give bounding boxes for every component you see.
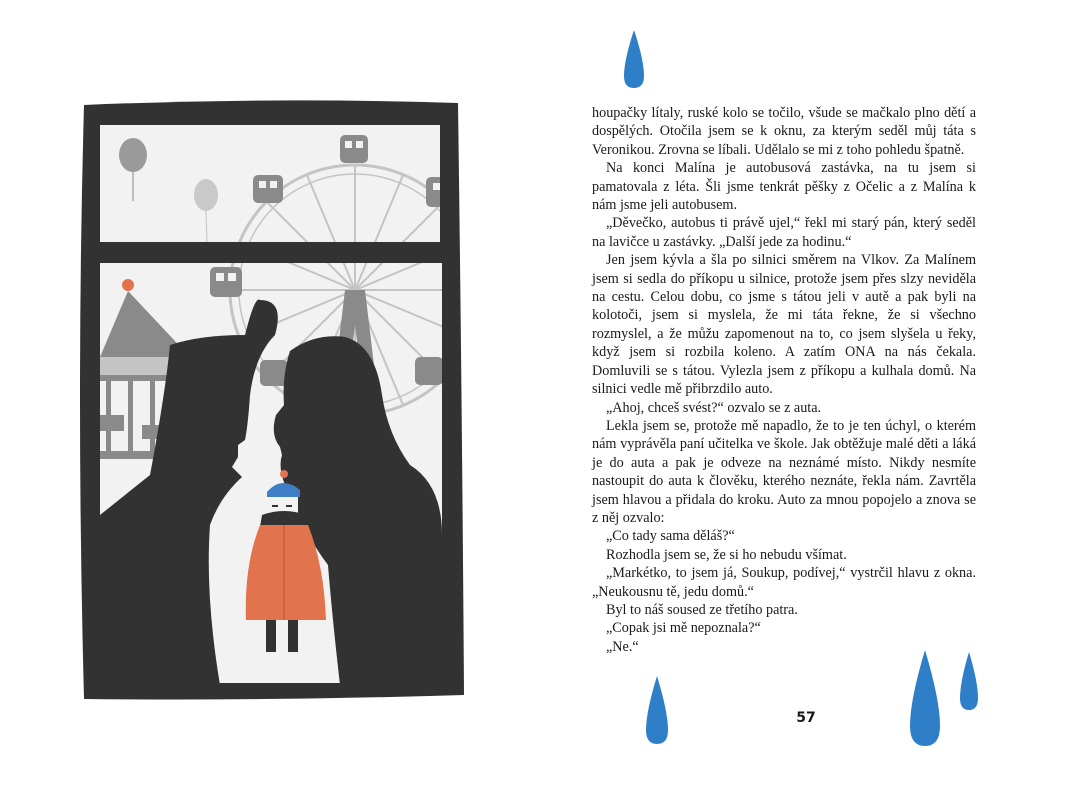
raindrop-icon bbox=[622, 30, 646, 88]
paragraph: „Ahoj, chceš svést?“ ozvalo se z auta. bbox=[606, 399, 822, 416]
paragraph: „Co tady sama děláš?“ bbox=[606, 528, 735, 545]
paragraph: „Markétko, to jsem já, Soukup, podívej,“ vystrčil hlavu z okna. „Neukousnu tě, jedu domů.“ bbox=[592, 565, 976, 600]
window-illustration bbox=[70, 95, 480, 705]
paragraph: „Ne.“ bbox=[606, 638, 639, 655]
paragraph: Lekla jsem se, protože mě napadlo, že to je ten úchyl, o kterém nám vyprávěla paní učitelka ve škole. Jak obtěžuje malé děti a láká je do auta a pak je odveze na neznámé místo. Nikdy nesmíte nastoupit do auta k člověku, kterého neznáte, řekla nám. Zavrtěla jsem hlavou a přidala do kroku. Auto za mnou popojelo a znova se z něj ozvalo: bbox=[592, 417, 976, 526]
raindrop-icon bbox=[644, 676, 670, 744]
paragraph: „Copak jsi mě nepoznala?“ bbox=[606, 620, 761, 637]
raindrop-icon bbox=[958, 652, 980, 710]
paragraph: Byl to náš soused ze třetího patra. bbox=[606, 601, 798, 618]
paragraph: houpačky lítaly, ruské kolo se točilo, všude se mačkalo plno dětí a dospělých. Otočila jsem se k oknu, za kterým seděl můj táta s Veronikou. Zrovna se líbali. Udělalo se mi z toho pohledu špatně. bbox=[592, 105, 976, 158]
paragraph: Rozhodla jsem se, že si ho nebudu všímat. bbox=[606, 546, 847, 563]
page-text bbox=[592, 104, 976, 656]
paragraph: Jen jsem kývla a šla po silnici směrem na Vlkov. Za Malínem jsem si sedla do příkopu u silnice, protože jsem přes slzy neviděla na cestu. Celou dobu, co jsme s tátou jeli v autě a pak byli na kolotoči, jsem si myslela, že mi táta řekne, že si všechno rozmyslel, a že můžu zapomenout na to, co jsem slyšela u řeky, když jsem si rozbila koleno. A zatím ONA na nás čekala. Domluvili se s tátou. Vylezla jsem z příkopu a kulhala domů. Na silnici vedle mě přibrzdilo auto. bbox=[592, 252, 976, 398]
raindrop-icon bbox=[908, 650, 942, 746]
paragraph: Na konci Malína je autobusová zastávka, na tu jsem si pamatovala z léta. Šli jsme tenkrát pěšky z Očelic a z Malína k nám jsme jeli autobusem. bbox=[592, 160, 976, 214]
page-number: 57 bbox=[796, 710, 816, 726]
paragraph: „Děvečko, autobus ti právě ujel,“ řekl mi starý pán, který seděl na lavičce u zastávky. „Další jede za hodinu.“ bbox=[592, 215, 976, 250]
